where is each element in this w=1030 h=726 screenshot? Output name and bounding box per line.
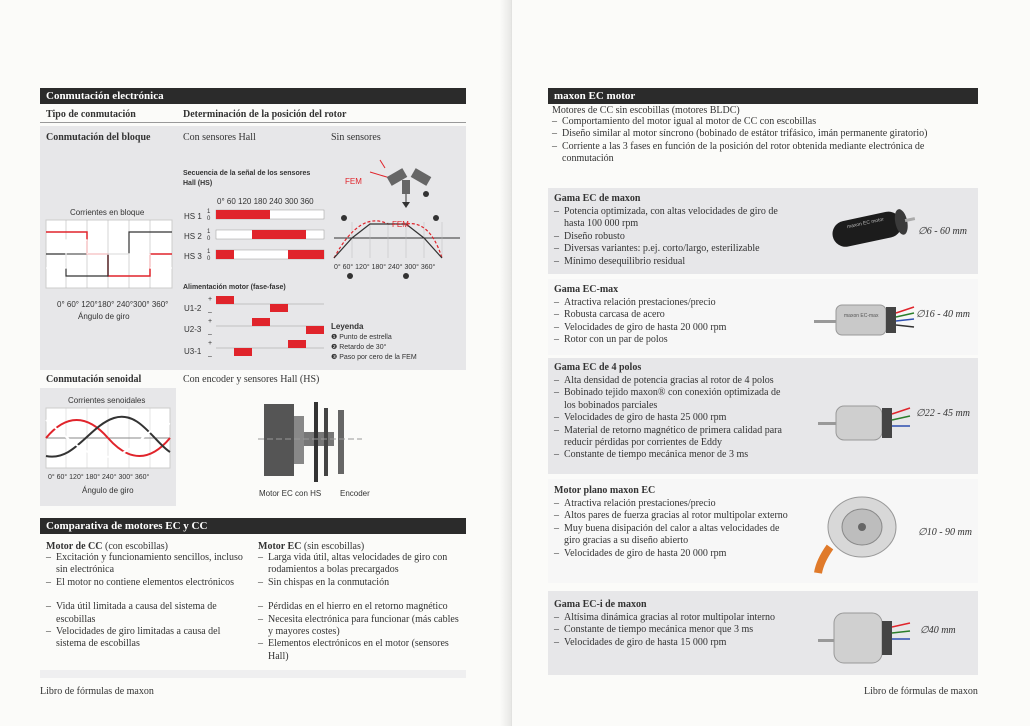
svg-text:–: –: [208, 309, 212, 316]
block-axis-ticks: 0° 60° 120°180° 240°300° 360°: [57, 300, 169, 309]
list-item: – Constante de tiempo mecánica menor de 3 ms: [554, 449, 794, 461]
list-item: – Diseño robusto: [554, 231, 794, 243]
dimension-label: ∅16 - 40 mm: [916, 309, 970, 320]
list-item: – Larga vida útil, altas velocidades de giro con rodamientos a bolas precargados: [258, 552, 464, 577]
block-axis-label: Ángulo de giro: [78, 312, 130, 321]
legend-item: ❷ Retardo de 30°: [331, 344, 387, 351]
sine-label: Conmutación senoidal: [46, 374, 142, 385]
supply-title: Alimentación motor (fase-fase): [183, 284, 286, 291]
cc-column: [46, 541, 246, 651]
svg-text:0: 0: [207, 216, 211, 222]
compare-title: Comparativa de motores EC y CC: [46, 520, 208, 532]
list-item: – Alta densidad de potencia gracias al rotor de 4 polos: [554, 375, 794, 387]
fem-label-2: FEM: [392, 220, 409, 229]
phase-supply-graph: [206, 294, 326, 364]
list-item: – Velocidades de giro limitadas a causa del sistema de escobillas: [46, 626, 246, 651]
motor-photo-ec-i: [814, 595, 914, 671]
sensorless-ticks: 0° 60° 120° 180° 240° 300° 360°: [334, 264, 436, 271]
compare-bottom-strip: [40, 670, 466, 678]
block-currents-graph: [44, 218, 176, 296]
intro-block: [552, 105, 972, 166]
section-bar-ec-motor: [548, 88, 978, 104]
list-item: – Diseño similar al motor síncrono (bobinado de estátor trifásico, imán permanente giratorio): [552, 128, 972, 140]
ec-list-2: [258, 601, 464, 663]
product-card-ec-i: [548, 591, 978, 675]
fem-label: FEM: [345, 177, 362, 186]
list-item: – Constante de tiempo mecánica menor que 3 ms: [554, 624, 794, 636]
list-item: – Bobinado tejido maxon® con conexión optimizada de los bobinados parciales: [554, 387, 794, 412]
intro-text: Motores de CC sin escobillas (motores BLDC): [552, 105, 740, 116]
svg-text:maxon EC motor: maxon EC motor: [846, 216, 885, 231]
u31-label: U3-1: [184, 347, 202, 356]
section-bar-commutation: [40, 88, 466, 104]
hs1-label: HS 1: [184, 212, 202, 221]
sensorless-graph: [330, 150, 462, 280]
caption-motor-hs: Motor EC con HS: [259, 489, 322, 498]
section-title: Conmutación electrónica: [46, 90, 164, 102]
list-item: – Velocidades de giro de hasta 20 000 rpm: [554, 548, 794, 560]
encoder-title: Con encoder y sensores Hall (HS): [183, 374, 320, 385]
col2-header: Determinación de la posición del rotor: [183, 109, 347, 120]
motor-photo-ec-4pole: [814, 386, 914, 446]
ec-subtitle: (sin escobillas): [301, 541, 365, 552]
cc-subtitle: (con escobillas): [102, 541, 169, 552]
block-label: Conmutación del bloque: [46, 132, 151, 143]
hall-seq-title: Secuencia de la señal de los sensores Hall (HS): [183, 170, 311, 187]
product-card-ec-4pole: [548, 358, 978, 474]
dimension-label: ∅22 - 45 mm: [916, 408, 970, 419]
list-item: – Altos pares de fuerza gracias al rotor multipolar externo: [554, 510, 794, 522]
list-item: – Corriente a las 3 fases en función de la posición del rotor obtenida mediante electrónica de conmutación: [552, 141, 972, 166]
list-item: – Mínimo desequilibrio residual: [554, 256, 794, 268]
list-item: – Vida útil limitada a causa del sistema de escobillas: [46, 601, 246, 626]
cc-list-2: [46, 601, 246, 651]
sine-axis-ticks: 0° 60° 120° 180° 240° 300° 360°: [48, 474, 150, 481]
caption-encoder: Encoder: [340, 489, 370, 498]
svg-text:1: 1: [207, 249, 211, 255]
product-features: [554, 375, 794, 462]
dimension-label: ∅6 - 60 mm: [918, 226, 967, 237]
u23-label: U2-3: [184, 325, 202, 334]
right-footer: Libro de fórmulas de maxon: [864, 686, 978, 697]
svg-text:1: 1: [207, 209, 211, 215]
legend-title: Leyenda: [331, 322, 364, 331]
motor-photo-flat: [810, 491, 910, 575]
motor-photo-ec-max: [810, 287, 920, 347]
sensorless-title: Sin sensores: [331, 132, 381, 143]
list-item: – Velocidades de giro de hasta 20 000 rpm: [554, 322, 794, 334]
currents-label: Corrientes en bloque: [70, 208, 145, 217]
product-card-ec: [548, 188, 978, 274]
svg-text:–: –: [208, 331, 212, 338]
list-item: – Rotor con un par de polos: [554, 334, 794, 346]
svg-text:1: 1: [207, 229, 211, 235]
list-item: – Altísima dinámica gracias al rotor multipolar interno: [554, 612, 794, 624]
svg-text:+: +: [208, 296, 213, 303]
list-item: – Pérdidas en el hierro en el retorno magnético: [258, 601, 464, 613]
hall-signals-graph: [206, 206, 326, 266]
section-title: maxon EC motor: [554, 90, 636, 102]
product-card-ec-max: [548, 279, 978, 355]
product-title: Gama EC de 4 polos: [554, 362, 642, 373]
svg-text:maxon EC-max: maxon EC-max: [844, 313, 879, 319]
hall-title: Con sensores Hall: [183, 132, 256, 143]
product-features: [554, 297, 794, 347]
list-item: – Material de retorno magnético de primera calidad para reducir pérdidas por corrientes de Eddy: [554, 425, 794, 450]
left-page: [0, 0, 510, 726]
list-item: – Robusta carcasa de acero: [554, 309, 794, 321]
product-title: Gama EC de maxon: [554, 193, 641, 204]
left-footer: Libro de fórmulas de maxon: [40, 686, 154, 697]
list-item: – Excitación y funcionamiento sencillos, incluso sin electrónica: [46, 552, 246, 577]
sine-currents-graph: [44, 406, 174, 472]
list-item: – Muy buena disipación del calor a altas velocidades de giro gracias a su diseño abierto: [554, 523, 794, 548]
sine-currents-label: Corrientes senoidales: [68, 396, 146, 405]
svg-text:0: 0: [207, 256, 211, 262]
list-item: – Sin chispas en la conmutación: [258, 577, 464, 589]
product-features: [554, 206, 794, 268]
legend-item: ❸ Paso por cero de la FEM: [331, 354, 417, 361]
cc-list-1: [46, 552, 246, 589]
ec-title: Motor EC: [258, 541, 302, 552]
list-item: – Comportamiento del motor igual al motor de CC con escobillas: [552, 116, 972, 128]
list-item: – Elementos electrónicos en el motor (sensores Hall): [258, 638, 464, 663]
product-features: [554, 498, 794, 560]
svg-text:+: +: [208, 340, 213, 347]
ec-column: [258, 541, 464, 663]
u12-label: U1-2: [184, 304, 202, 313]
cc-title: Motor de CC: [46, 541, 103, 552]
dimension-label: ∅40 mm: [920, 625, 956, 636]
list-item: – Potencia optimizada, con altas velocidades de giro de hasta 100 000 rpm: [554, 206, 794, 231]
encoder-motor-drawing: [258, 396, 366, 492]
legend-item: ❶ Punto de estrella: [331, 334, 392, 341]
product-features: [554, 612, 794, 649]
ec-list-1: [258, 552, 464, 589]
section-bar-compare: [40, 518, 466, 534]
legend-list: [331, 333, 417, 363]
hs2-label: HS 2: [184, 232, 202, 241]
list-item: – Atractiva relación prestaciones/precio: [554, 498, 794, 510]
divider: [40, 122, 466, 123]
product-title: Gama EC-max: [554, 284, 619, 295]
list-item: – Velocidades de giro de hasta 25 000 rpm: [554, 412, 794, 424]
product-title: Gama EC-i de maxon: [554, 599, 647, 610]
sine-axis-label: Ángulo de giro: [82, 486, 134, 495]
dimension-label: ∅10 - 90 mm: [918, 527, 972, 538]
right-page: [512, 0, 1030, 726]
list-item: – El motor no contiene elementos electrónicos: [46, 577, 246, 589]
list-item: – Velocidades de giro de hasta 15 000 rpm: [554, 637, 794, 649]
svg-text:0: 0: [207, 236, 211, 242]
svg-text:+: +: [208, 318, 213, 325]
list-item: – Necesita electrónica para funcionar (más cables y mayores costes): [258, 614, 464, 639]
list-item: – Diversas variantes: p.ej. corto/largo, esterilizable: [554, 243, 794, 255]
svg-text:–: –: [208, 353, 212, 360]
motor-photo-ec: [818, 204, 918, 254]
intro-list: [552, 116, 972, 166]
hall-ticks: 0° 60 120 180 240 300 360: [217, 197, 314, 206]
col1-header: Tipo de conmutación: [46, 109, 136, 120]
product-card-flat-motor: [548, 479, 978, 583]
hs3-label: HS 3: [184, 252, 202, 261]
product-title: Motor plano maxon EC: [554, 485, 656, 496]
list-item: – Atractiva relación prestaciones/precio: [554, 297, 794, 309]
